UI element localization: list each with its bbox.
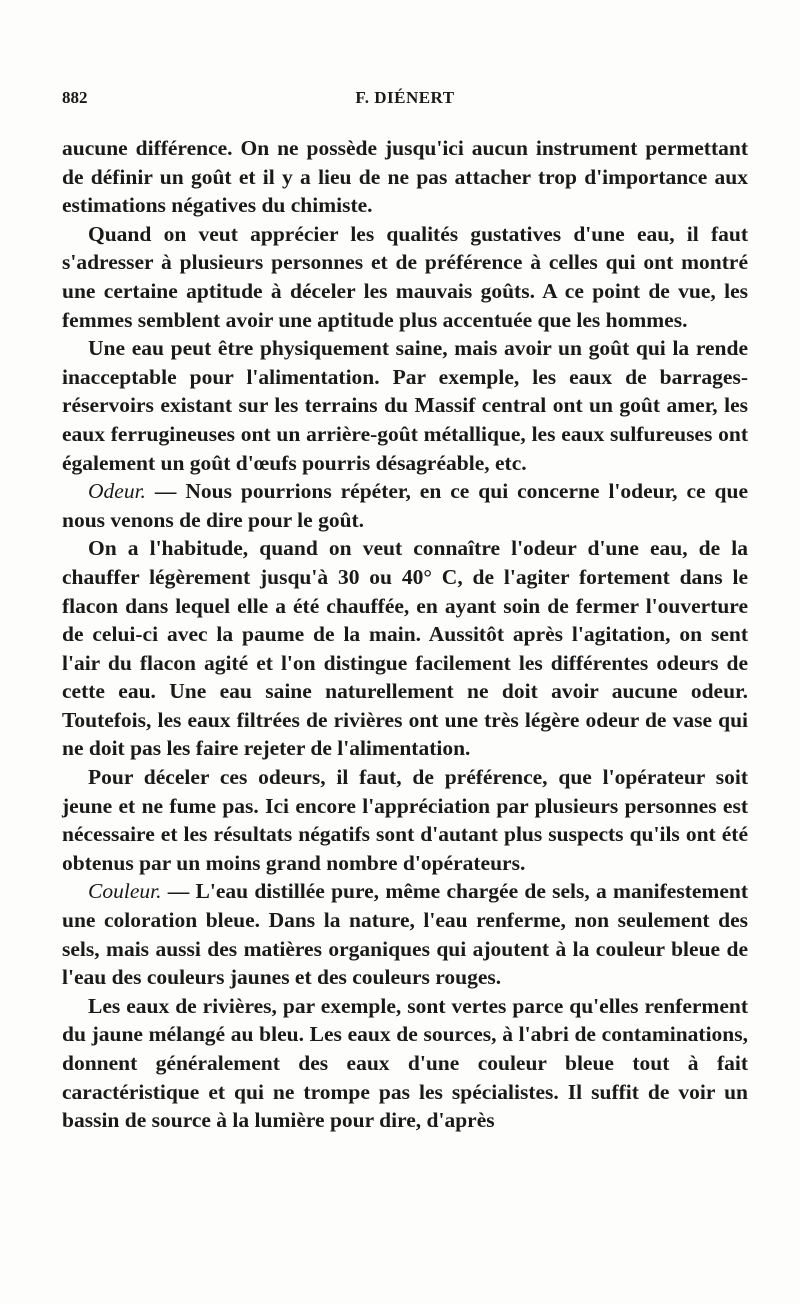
paragraph-5 bbox=[62, 534, 748, 763]
paragraph-1 bbox=[62, 134, 748, 220]
paragraph-2 bbox=[62, 220, 748, 334]
paragraph-text: Les eaux de rivières, par exemple, sont vertes parce qu'elles renferment du jaune mélangé au bleu. Les eaux de sources, à l'abri de contaminations, donnent généralement des eaux d'une couleur bleue tout à fait caractéristique et qui ne trompe pas les spécialistes. Il suffit de voir un bassin de source à la lumière pour dire, d'après bbox=[62, 993, 748, 1133]
paragraph-text: — Nous pourrions répéter, en ce qui concerne l'odeur, ce que nous venons de dire pour le goût. bbox=[62, 479, 748, 532]
paragraph-6 bbox=[62, 763, 748, 877]
paragraph-8 bbox=[62, 992, 748, 1135]
paragraph-odeur bbox=[62, 477, 748, 534]
section-label-couleur: Couleur. bbox=[88, 879, 162, 904]
paragraph-text: On a l'habitude, quand on veut connaître l'odeur d'une eau, de la chauffer légèrement jusqu'à 30 ou 40° C, de l'agiter fortement dans le flacon dans lequel elle a été chauffée, en ayant soin de fermer l'ouverture de celui-ci avec la paume de la main. Aussitôt après l'agitation, on sent l'air du flacon agité et l'on distingue facilement les différentes odeurs de cette eau. Une eau saine naturellement ne doit avoir aucune odeur. Toutefois, les eaux filtrées de rivières ont une très légère odeur de vase qui ne doit pas les faire rejeter de l'alimentation. bbox=[62, 536, 748, 761]
paragraph-text: Quand on veut apprécier les qualités gustatives d'une eau, il faut s'adresser à plusieurs personnes et de préférence à celles qui ont montré une certaine aptitude à déceler les mauvais goûts. A ce point de vue, les femmes semblent avoir une aptitude plus accentuée que les hommes. bbox=[62, 221, 748, 332]
paragraph-text: Pour déceler ces odeurs, il faut, de préférence, que l'opérateur soit jeune et ne fume pas. Ici encore l'appréciation par plusieurs personnes est nécessaire et les résultats négatifs sont d'autant plus suspects qu'ils ont été obtenus par un moins grand nombre d'opérateurs. bbox=[62, 765, 748, 875]
paragraph-text: — L'eau distillée pure, même chargée de sels, a manifestement une coloration bleue. Dans la nature, l'eau renferme, non seulement des sels, mais aussi des matières organiques qui ajoutent à la couleur bleue de l'eau des couleurs jaunes et des couleurs rouges. bbox=[62, 879, 748, 990]
paragraph-3 bbox=[62, 334, 748, 477]
running-head-author: F. DIÉNERT bbox=[355, 88, 455, 107]
paragraph-text: aucune différence. On ne possède jusqu'ici aucun instrument permettant de définir un goût et il y a lieu de ne pas attacher trop d'importance aux estimations négatives du chimiste. bbox=[62, 136, 748, 218]
paragraph-text: Une eau peut être physiquement saine, mais avoir un goût qui la rende inacceptable pour l'alimentation. Par exemple, les eaux de barrages-réservoirs existant sur les terrains du Massif central ont un goût amer, les eaux ferrugineuses ont un arrière-goût métallique, les eaux sulfureuses ont également un goût d'œufs pourris désagréable, etc. bbox=[62, 336, 748, 475]
paragraph-couleur bbox=[62, 877, 748, 991]
page-header bbox=[62, 88, 748, 114]
section-label-odeur: Odeur. bbox=[88, 479, 146, 504]
body-text bbox=[62, 134, 748, 1135]
page-number: 882 bbox=[62, 88, 88, 107]
